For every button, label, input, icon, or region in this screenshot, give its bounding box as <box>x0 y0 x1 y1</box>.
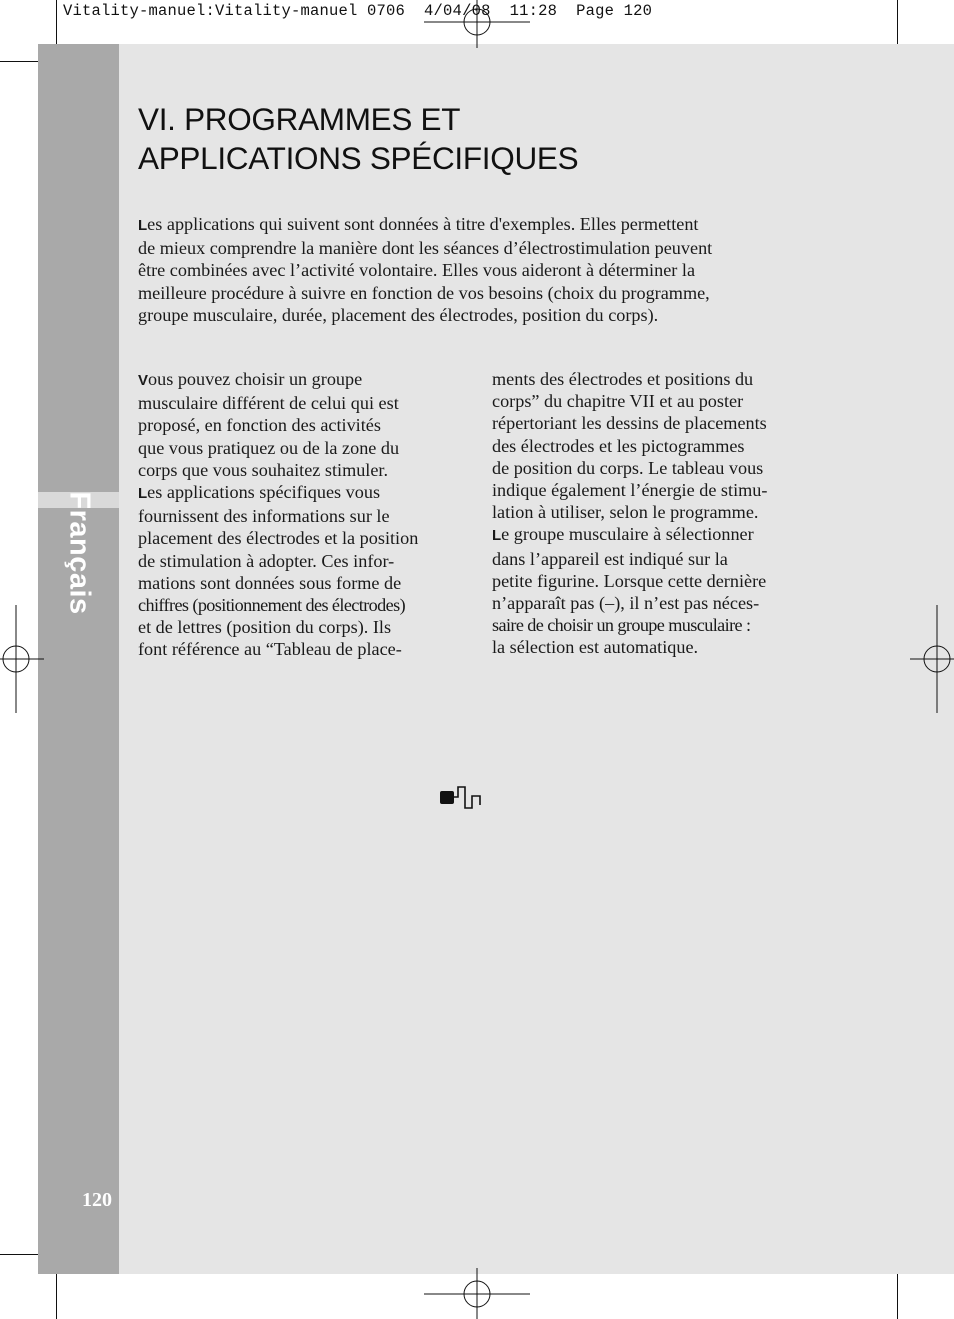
body-line: petite figurine. Lorsque cette dernière <box>492 570 767 591</box>
registration-mark-right <box>910 605 954 713</box>
body-line: placement des électrodes et la position <box>138 528 419 549</box>
body-line: musculaire différent de celui qui est <box>138 393 399 414</box>
body-line: répertoriant les dessins de placements <box>492 413 767 434</box>
drop-letter: L <box>492 527 502 545</box>
body-line: proposé, en fonction des activités <box>138 415 381 436</box>
printer-slug: Vitality-manuel:Vitality-manuel 0706 4/04/08 11:28 Page 120 <box>63 2 653 20</box>
body-line: indique également l’énergie de stimu- <box>492 480 768 501</box>
body-line: lation à utiliser, selon le programme. <box>492 502 759 523</box>
body-column-right <box>492 368 822 659</box>
intro-line: groupe musculaire, durée, placement des électrodes, position du corps). <box>138 304 659 325</box>
body-line: de position du corps. Le tableau vous <box>492 457 764 478</box>
body-line: et de lettres (position du corps). Ils <box>138 617 392 638</box>
body-line: fournissent des informations sur le <box>138 506 390 527</box>
drop-letter: V <box>138 372 149 389</box>
body-column-left <box>138 368 468 661</box>
body-line: la sélection est automatique. <box>492 637 699 658</box>
page-number: 120 <box>82 1189 112 1211</box>
registration-mark-left <box>0 605 44 713</box>
registration-mark-top <box>424 0 532 48</box>
language-sidebar <box>38 44 119 1274</box>
body-line: font référence au “Tableau de place- <box>138 639 402 660</box>
intro-line: meilleure procédure à suivre en fonction de vos besoins (choix du programme, <box>138 282 710 303</box>
body-line: saire de choisir un groupe musculaire : <box>492 615 751 636</box>
body-line: n’apparaît pas (–), il n’est pas néces- <box>492 593 760 614</box>
body-line: corps” du chapitre VII et au poster <box>492 391 744 412</box>
body-line: Les applications spécifiques vous <box>138 482 381 503</box>
title-line: APPLICATIONS SPÉCIFIQUES <box>138 140 579 176</box>
page-title <box>138 100 838 178</box>
body-line: Vous pouvez choisir un groupe <box>138 369 363 389</box>
body-line: des électrodes et les pictogrammes <box>492 435 745 456</box>
language-tab: Français <box>63 491 96 615</box>
intro-line: être combinées avec l’activité volontaire. Elles vous aideront à déterminer la <box>138 260 696 281</box>
intro-line: de mieux comprendre la manière dont les séances d’électrostimulation peuvent <box>138 238 713 259</box>
intro-line: Les applications qui suivent sont données à titre d'exemples. Elles permettent <box>138 214 699 234</box>
registration-mark-bottom <box>424 1268 532 1319</box>
pulse-icon <box>439 786 483 810</box>
body-line: corps que vous souhaitez stimuler. <box>138 459 389 480</box>
drop-letter: L <box>138 485 148 503</box>
body-line: ments des électrodes et positions du <box>492 369 754 389</box>
body-line: Le groupe musculaire à sélectionner <box>492 524 754 545</box>
body-line: que vous pratiquez ou de la zone du <box>138 437 400 458</box>
body-line: chiffres (positionnement des électrodes) <box>138 595 406 616</box>
title-line: VI. PROGRAMMES ET <box>138 101 461 137</box>
body-line: de stimulation à adopter. Ces infor- <box>138 550 395 571</box>
drop-letter: L <box>138 217 148 234</box>
intro-paragraph <box>138 213 818 326</box>
body-line: mations sont données sous forme de <box>138 572 402 593</box>
body-line: dans l’appareil est indiqué sur la <box>492 548 728 569</box>
